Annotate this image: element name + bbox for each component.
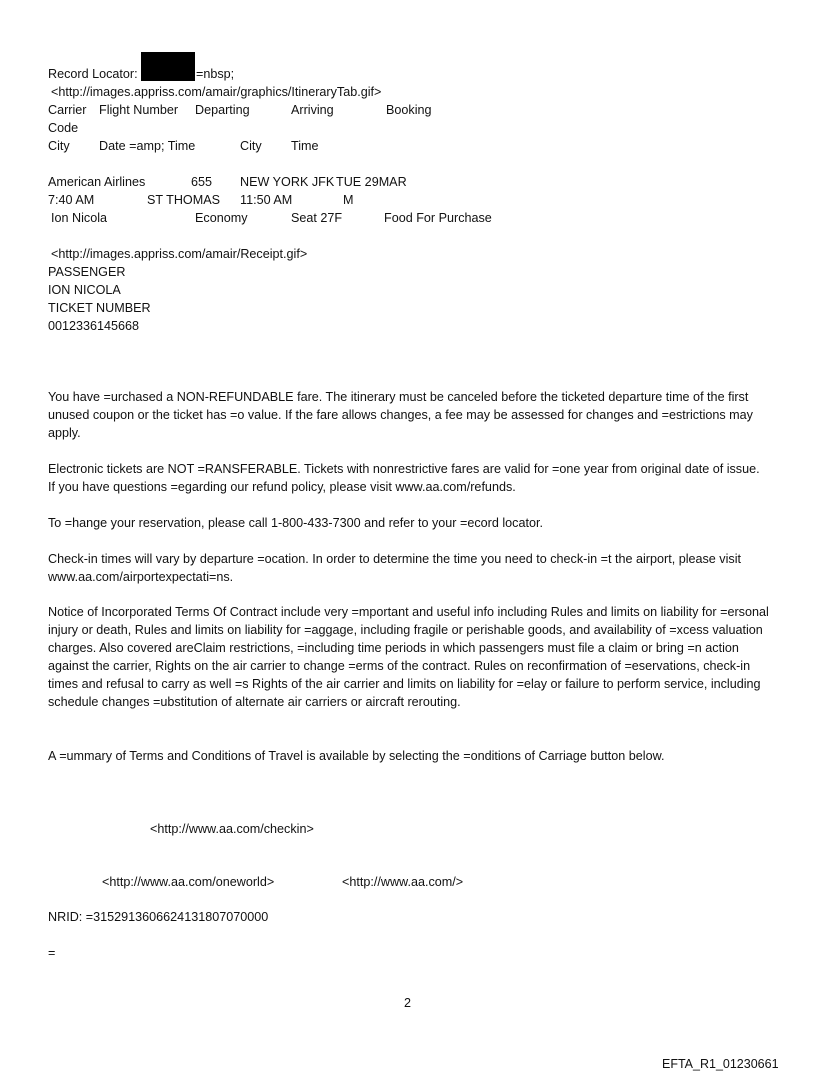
ticket-number: 0012336145668 (48, 319, 140, 333)
arriving-time: 11:50 AM (240, 193, 293, 207)
seat-assignment: Seat 27F (291, 211, 343, 225)
col-booking: Booking (386, 103, 432, 117)
sub-city-arriving: City (240, 139, 262, 153)
redaction-box (141, 52, 195, 81)
conditions-summary-paragraph: A =ummary of Terms and Conditions of Travel is available by selecting the =onditions of Carriage button below. (48, 749, 665, 763)
aa-home-link[interactable]: <http://www.aa.com/> (342, 875, 464, 889)
booking-code: M (343, 193, 354, 207)
departing-city: NEW YORK JFK (240, 175, 335, 189)
sub-time: Time (291, 139, 319, 153)
receipt-passenger-name: ION NICOLA (48, 283, 121, 297)
sub-city: City (48, 139, 70, 153)
col-carrier: Carrier (48, 103, 87, 117)
departing-time: 7:40 AM (48, 193, 95, 207)
terms-of-contract-paragraph: Notice of Incorporated Terms Of Contract include very =mportant and useful info including Rules and limits on liability for =ersonal injury or death, Rules and limits on liability for =aggage, including fragile or perishable goods, and availability of =xcess valuation charges. Also covered areClaim restrictions, =including time periods in which passengers must file a claim or bring =n action against the carrier, Rights on the air carrier to change =erms of the contract. Rules on reconfirmation of =eservations, check-in times and refusal to carry as well =s Rights of the air carrier and limits on liability for =elay or failure to perform service, including schedule changes =ubstitution of alternate air carriers or aircraft rerouting. (48, 605, 769, 709)
record-locator-suffix: =nbsp; (196, 67, 235, 81)
checkin-times-paragraph: Check-in times will vary by departure =ocation. In order to determine the time you need to check-in =t the airport, please visit www.aa.com/airportexpectati=ns. (48, 552, 741, 584)
trailing-equals: = (48, 946, 56, 960)
col-departing: Departing (195, 103, 250, 117)
etickets-paragraph: Electronic tickets are NOT =RANSFERABLE. Tickets with nonrestrictive fares are valid for =one year from original date of issue. If you have questions =egarding our refund policy, please visit www.aa.com/refunds. (48, 462, 760, 494)
arriving-city: ST THOMAS (147, 193, 221, 207)
change-reservation-paragraph: To =hange your reservation, please call 1-800-433-7300 and refer to your =ecord locator. (48, 516, 543, 530)
passenger-name: Ion Nicola (51, 211, 108, 225)
flight-carrier: American Airlines (48, 175, 146, 189)
flight-date: TUE 29MAR (336, 175, 407, 189)
col-flight-number: Flight Number (99, 103, 179, 117)
record-locator-label: Record Locator: (48, 67, 138, 81)
flight-number: 655 (191, 175, 213, 189)
cabin-class: Economy (195, 211, 248, 225)
nonrefundable-paragraph: You have =urchased a NON-REFUNDABLE fare. The itinerary must be canceled before the ticketed departure time of the first unused coupon or the ticket has =o value. If the fare allows changes, a fee may be assessed for changes and =estrictions may apply. (48, 390, 753, 440)
col-code: Code (48, 121, 79, 135)
checkin-link[interactable]: <http://www.aa.com/checkin> (150, 822, 314, 836)
itinerary-tab-url[interactable]: <http://images.appriss.com/amair/graphics/ItineraryTab.gif> (51, 85, 382, 99)
ticket-number-label: TICKET NUMBER (48, 301, 151, 315)
document-id: EFTA_R1_01230661 (662, 1057, 779, 1071)
oneworld-link[interactable]: <http://www.aa.com/oneworld> (102, 875, 275, 889)
receipt-url[interactable]: <http://images.appriss.com/amair/Receipt.gif> (51, 247, 308, 261)
passenger-label: PASSENGER (48, 265, 126, 279)
col-arriving: Arriving (291, 103, 334, 117)
nrid: NRID: =3152913606624131807070000 (48, 910, 269, 924)
sub-date-time: Date =amp; Time (99, 139, 196, 153)
page-number: 2 (404, 996, 412, 1010)
meal-service: Food For Purchase (384, 211, 492, 225)
